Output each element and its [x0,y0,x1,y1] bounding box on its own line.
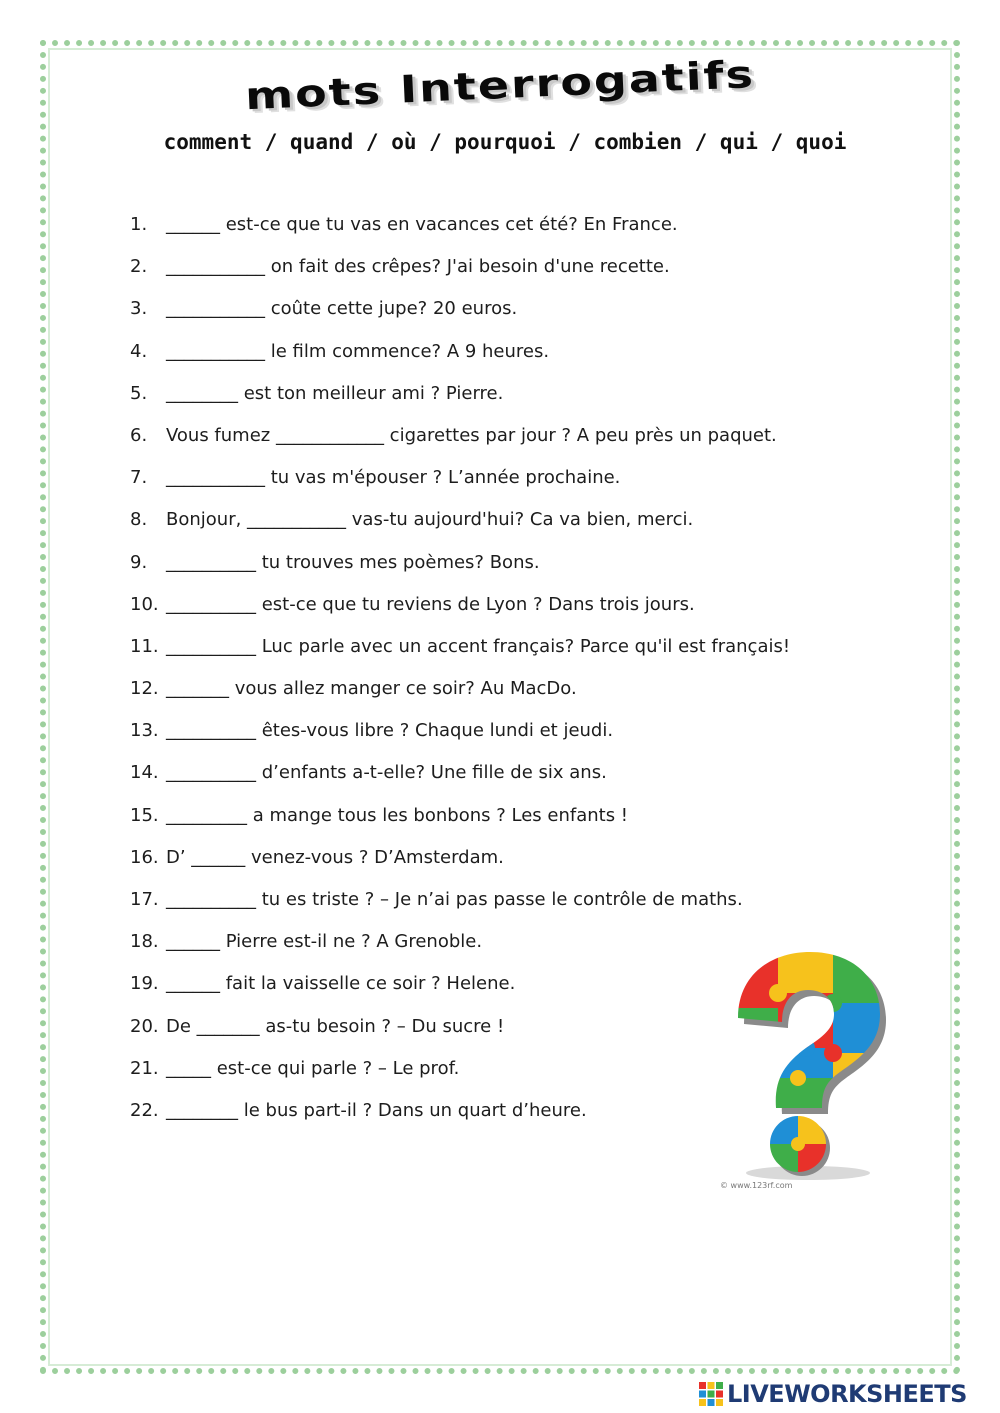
question-text: __________ Luc parle avec un accent français? Parce qu'il est français! [166,635,791,657]
question-item [130,674,790,716]
question-text: ________ le bus part-il ? Dans un quart d’heure. [166,1099,587,1121]
question-number: 4. [130,340,148,362]
question-item [130,843,790,885]
question-number: 9. [130,551,148,573]
question-item [130,337,790,379]
question-item [130,379,790,421]
question-text: _________ a mange tous les bonbons ? Les enfants ! [166,804,629,826]
question-text: D’ ______ venez-vous ? D’Amsterdam. [166,846,504,868]
question-number: 11. [130,635,159,657]
question-text: ________ est ton meilleur ami ? Pierre. [166,382,504,404]
question-number: 1. [130,214,148,235]
question-number: 18. [130,931,159,953]
question-text: __________ d’enfants a-t-elle? Une fille de six ans. [166,762,607,784]
question-text: ___________ coûte cette jupe? 20 euros. [166,298,518,320]
question-number: 7. [130,467,148,489]
question-number: 5. [130,382,148,404]
question-number: 2. [130,256,148,278]
question-item [130,252,790,294]
question-number: 19. [130,973,159,995]
question-item [130,927,790,969]
question-text: _______ vous allez manger ce soir? Au MacDo. [166,678,577,700]
question-item [130,969,790,1011]
question-number: 10. [130,593,159,615]
question-item [130,210,790,252]
question-number: 17. [130,889,159,910]
question-item [130,1054,790,1096]
liveworksheets-brand[interactable] [698,1378,967,1410]
question-item [130,801,790,843]
puzzle-question-mark-icon [718,948,888,1183]
question-text: ______ Pierre est-il ne ? A Grenoble. [166,931,483,953]
question-item [130,294,790,336]
question-text: ______ est-ce que tu vas en vacances cet été? En France. [166,214,678,235]
question-item [130,548,790,590]
question-number: 22. [130,1099,159,1121]
question-number: 6. [130,424,148,446]
question-item [130,421,790,463]
question-item [130,885,790,927]
question-text: __________ tu es triste ? – Je n’ai pas passe le contrôle de maths. [166,889,743,910]
question-text: Bonjour, ___________ vas-tu aujourd'hui? Ca va bien, merci. [166,509,694,531]
question-text: ___________ tu vas m'épouser ? L’année prochaine. [166,467,621,489]
question-number: 8. [130,509,148,531]
question-item [130,716,790,758]
question-number: 13. [130,720,159,742]
liveworksheets-logo-icon [698,1381,724,1407]
question-list [130,210,790,1138]
question-text: __________ est-ce que tu reviens de Lyon ? Dans trois jours. [166,593,695,615]
worksheet-title: mots Interrogatifs [244,51,756,119]
question-item [130,632,790,674]
image-credit: © www.123rf.com [720,1181,793,1190]
question-number: 3. [130,298,148,320]
question-item [130,1012,790,1054]
question-text: _____ est-ce qui parle ? – Le prof. [166,1057,460,1079]
question-item [130,758,790,800]
question-item [130,505,790,547]
question-text: __________ êtes-vous libre ? Chaque lundi et jeudi. [166,720,614,742]
question-number: 21. [130,1057,159,1079]
question-text: De _______ as-tu besoin ? – Du sucre ! [166,1015,505,1037]
question-number: 20. [130,1015,159,1037]
question-text: ______ fait la vaisselle ce soir ? Helene. [166,973,516,995]
question-text: ___________ le film commence? A 9 heures. [166,340,550,362]
question-number: 16. [130,846,159,868]
brand-name: LIVEWORKSHEETS [727,1380,967,1408]
question-number: 15. [130,804,159,826]
question-number: 14. [130,762,159,784]
question-item [130,463,790,505]
question-item [130,590,790,632]
question-number: 12. [130,678,159,700]
question-item [130,1096,790,1138]
word-bank: comment / quand / où / pourquoi / combien / qui / quoi [163,130,847,154]
question-text: Vous fumez ____________ cigarettes par jour ? A peu près un paquet. [166,424,777,446]
question-text: ___________ on fait des crêpes? J'ai besoin d'une recette. [166,256,670,278]
question-text: __________ tu trouves mes poèmes? Bons. [166,551,540,573]
